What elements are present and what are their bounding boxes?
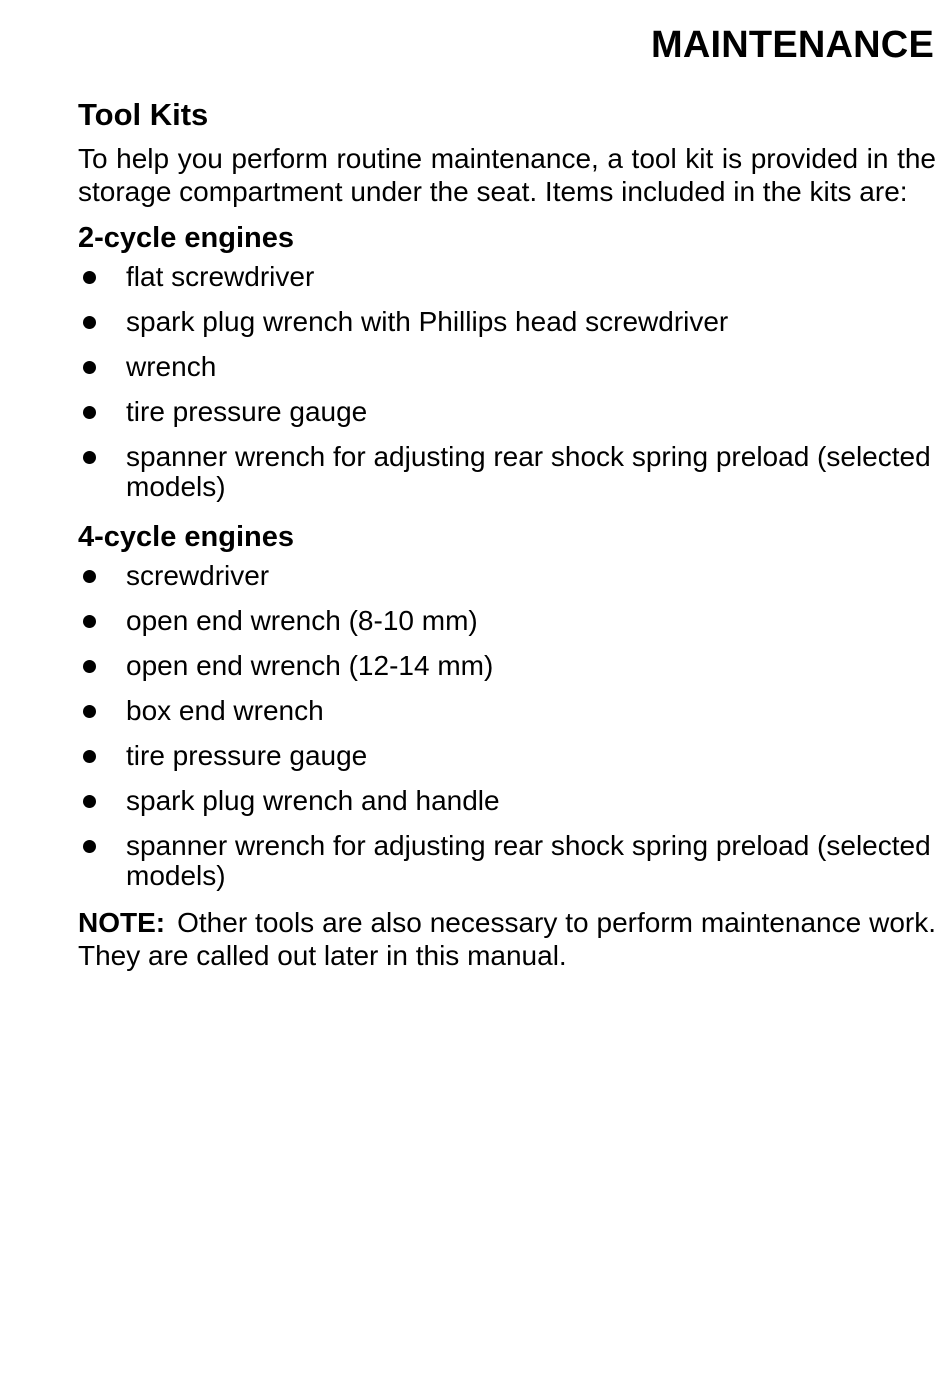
list-item <box>78 651 936 681</box>
section-title: Tool Kits <box>78 97 209 132</box>
note-label: NOTE: <box>78 907 166 938</box>
note-text: Other tools are also necessary to perform maintenance work. They are called out later in this manual. <box>78 907 936 971</box>
bullet-icon <box>83 705 96 718</box>
list-item-text: tire pressure gauge <box>126 396 368 427</box>
list-item <box>78 786 936 816</box>
list-item <box>78 741 936 771</box>
bullet-icon <box>83 271 96 284</box>
list-item-text: flat screwdriver <box>126 261 315 292</box>
page-content <box>78 94 936 972</box>
bullet-icon <box>83 406 96 419</box>
two-cycle-tool-list <box>78 262 936 502</box>
four-cycle-tool-list <box>78 561 936 891</box>
bullet-icon <box>83 316 96 329</box>
list-item-text: box end wrench <box>126 695 324 726</box>
list-item <box>78 606 936 636</box>
list-item <box>78 397 936 427</box>
four-cycle-heading: 4-cycle engines <box>78 521 294 553</box>
list-item-text: spark plug wrench with Phillips head screwdriver <box>126 306 729 337</box>
bullet-icon <box>83 840 96 853</box>
two-cycle-heading: 2-cycle engines <box>78 222 294 254</box>
list-item <box>78 262 936 292</box>
list-item-text: open end wrench (8-10 mm) <box>126 605 478 636</box>
list-item <box>78 352 936 382</box>
note-paragraph <box>78 906 936 972</box>
bullet-icon <box>83 361 96 374</box>
bullet-icon <box>83 750 96 763</box>
list-item <box>78 307 936 337</box>
list-item-text: spanner wrench for adjusting rear shock spring preload (selected models) <box>126 830 931 891</box>
list-item-text: screwdriver <box>126 560 270 591</box>
list-item <box>78 696 936 726</box>
list-item-text: spanner wrench for adjusting rear shock spring preload (selected models) <box>126 441 931 502</box>
bullet-icon <box>83 795 96 808</box>
bullet-icon <box>83 451 96 464</box>
list-item <box>78 831 936 891</box>
intro-paragraph: To help you perform routine maintenance, a tool kit is provided in the storage compartment under the seat. Items included in the kits are: <box>78 143 936 207</box>
list-item-text: open end wrench (12-14 mm) <box>126 650 494 681</box>
list-item <box>78 442 936 502</box>
bullet-icon <box>83 615 96 628</box>
list-item-text: wrench <box>126 351 217 382</box>
bullet-icon <box>83 660 96 673</box>
bullet-icon <box>83 570 96 583</box>
list-item <box>78 561 936 591</box>
list-item-text: spark plug wrench and handle <box>126 785 500 816</box>
list-item-text: tire pressure gauge <box>126 740 368 771</box>
page-header-title: MAINTENANCE <box>651 24 934 66</box>
